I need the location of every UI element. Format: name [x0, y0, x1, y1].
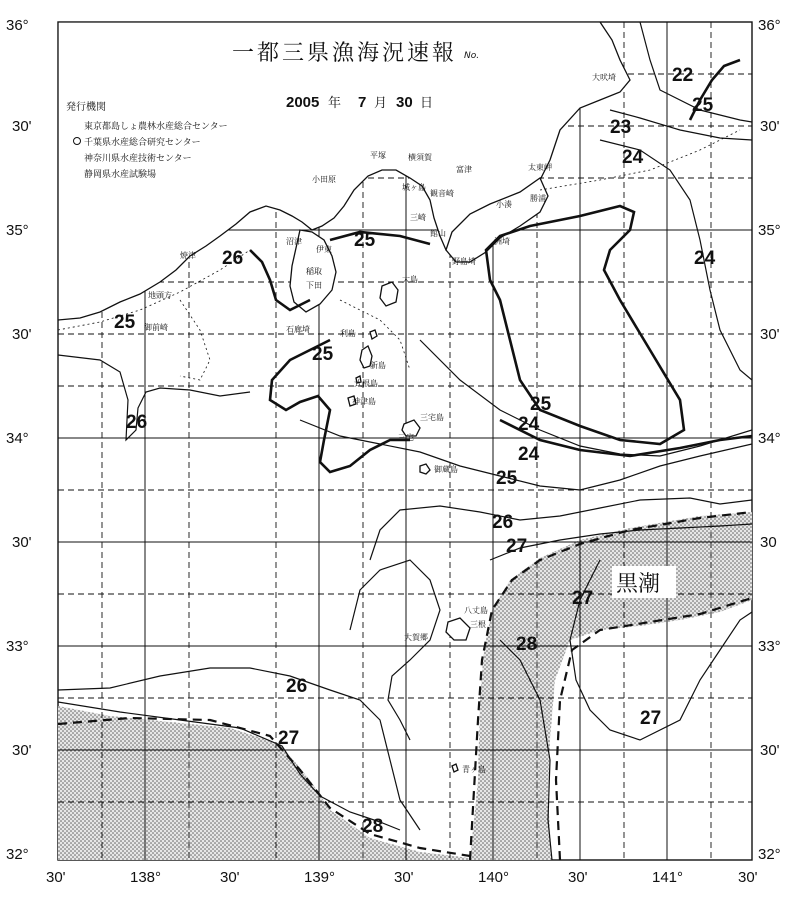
- lon-label: 30': [46, 869, 66, 886]
- place-label: 焼津: [180, 251, 196, 260]
- place-label: 横須賀: [408, 153, 432, 162]
- lat-label: 30': [12, 326, 32, 343]
- lat-label: 30': [12, 534, 32, 551]
- place-label: 三根: [470, 620, 486, 629]
- date-year-unit: 年: [328, 96, 342, 111]
- latitude-labels-left: [6, 17, 32, 863]
- isotherm-label: 28: [516, 634, 538, 655]
- place-label: 石廊埼: [286, 325, 310, 334]
- latitude-labels-right: [758, 17, 781, 863]
- place-label: 野島埼: [452, 257, 476, 266]
- place-label: 伊東: [316, 245, 332, 254]
- place-label: 利島: [340, 329, 356, 338]
- isotherm-label: 26: [492, 512, 514, 533]
- isotherm-label: 23: [610, 117, 632, 138]
- lat-label: 36°: [6, 17, 29, 34]
- isotherm-label: 25: [692, 95, 714, 116]
- date-year: 2005: [286, 94, 320, 111]
- date-day-unit: 日: [420, 96, 434, 111]
- lon-label: 141°: [652, 869, 684, 886]
- issue-date: [286, 94, 433, 111]
- isotherm-label: 25: [312, 344, 334, 365]
- isotherm-label: 25: [496, 468, 518, 489]
- publisher-heading: 発行機関: [66, 102, 106, 113]
- lat-label: 34°: [758, 430, 781, 447]
- isotherm-label: 27: [572, 588, 594, 609]
- place-label: 大吠埼: [592, 73, 616, 82]
- issue-number-mark: No.: [464, 51, 480, 61]
- place-label: 沼津: [286, 237, 302, 246]
- place-label: 青ヶ島: [462, 765, 486, 774]
- place-label: 三宅: [398, 433, 414, 442]
- place-label: 城ヶ島: [402, 183, 426, 192]
- lat-label: 30': [12, 742, 32, 759]
- lat-label: 32°: [6, 846, 29, 863]
- place-label: 大島: [402, 275, 418, 284]
- isotherm-label: 25: [114, 312, 136, 333]
- publisher-org-3: 神奈川県水産技術センター: [84, 154, 192, 164]
- oshima-island: [380, 282, 398, 306]
- lon-label: 30': [568, 869, 588, 886]
- place-label: 館山: [430, 229, 446, 238]
- lon-label: 140°: [478, 869, 510, 886]
- lon-label: 138°: [130, 869, 162, 886]
- isotherm-label: 28: [362, 816, 384, 837]
- place-label: 太東岬: [528, 163, 552, 172]
- lon-label: 139°: [304, 869, 336, 886]
- place-label: 小湊: [496, 200, 512, 209]
- lat-label: 30': [12, 118, 32, 135]
- isotherm-label: 26: [286, 676, 308, 697]
- lat-label: 36°: [758, 17, 781, 34]
- isotherm-label: 26: [126, 412, 148, 433]
- lat-label: 33°: [758, 638, 781, 655]
- publisher-org-2: 千葉県水産総合研究センター: [84, 138, 201, 148]
- lat-label: 30: [760, 534, 777, 551]
- lat-label: 35°: [6, 222, 29, 239]
- place-label: 神津島: [352, 397, 376, 406]
- date-day: 30: [396, 94, 413, 111]
- lat-label: 30': [760, 742, 780, 759]
- place-label: 八丈島: [464, 606, 488, 615]
- isotherm-label: 27: [506, 536, 528, 557]
- isotherm-label: 25: [530, 394, 552, 415]
- place-label: 稲取: [306, 267, 322, 276]
- place-label: 三宅島: [420, 413, 444, 422]
- lon-label: 30': [394, 869, 414, 886]
- isotherm-label: 22: [672, 65, 694, 86]
- map-title: 一都三県漁海況速報: [232, 41, 458, 66]
- date-month: 7: [358, 94, 367, 111]
- place-label: 三崎: [410, 213, 426, 222]
- lat-label: 35°: [758, 222, 781, 239]
- place-label: 御蔵島: [434, 465, 458, 474]
- kuroshio-label: 黒潮: [616, 572, 661, 597]
- longitude-labels-bottom: [46, 869, 758, 886]
- place-label: 新島: [370, 361, 386, 370]
- lat-label: 30': [760, 326, 780, 343]
- place-label: 富津: [456, 165, 472, 174]
- isotherm-label: 26: [222, 248, 244, 269]
- place-label: 観音崎: [430, 189, 454, 198]
- lon-label: 30': [738, 869, 758, 886]
- date-month-unit: 月: [374, 96, 388, 111]
- lat-label: 32°: [758, 846, 781, 863]
- isotherm-label: 25: [354, 230, 376, 251]
- place-label: 洲埼: [494, 237, 510, 246]
- place-label: 大賀郷: [404, 633, 428, 642]
- lat-label: 34°: [6, 430, 29, 447]
- place-label: 下田: [306, 281, 322, 290]
- publisher-org-1: 東京都島しょ農林水産総合センター: [84, 122, 228, 132]
- isotherm-label: 27: [640, 708, 662, 729]
- place-label: 御前崎: [144, 323, 168, 332]
- isotherm-label: 24: [518, 444, 540, 465]
- place-label: 平塚: [370, 151, 386, 160]
- lat-label: 33°: [6, 638, 29, 655]
- place-label: 小田原: [312, 175, 336, 184]
- place-label: 式根島: [354, 379, 378, 388]
- isotherm-label: 24: [694, 248, 716, 269]
- isotherm-label: 24: [622, 147, 644, 168]
- isotherm-label: 27: [278, 728, 300, 749]
- publisher-org-4: 静岡県水産試験場: [84, 170, 157, 180]
- place-label: 勝浦: [530, 194, 546, 203]
- isotherm-label: 24: [518, 414, 540, 435]
- place-label: 地頭方: [148, 291, 172, 300]
- lat-label: 30': [760, 118, 780, 135]
- lon-label: 30': [220, 869, 240, 886]
